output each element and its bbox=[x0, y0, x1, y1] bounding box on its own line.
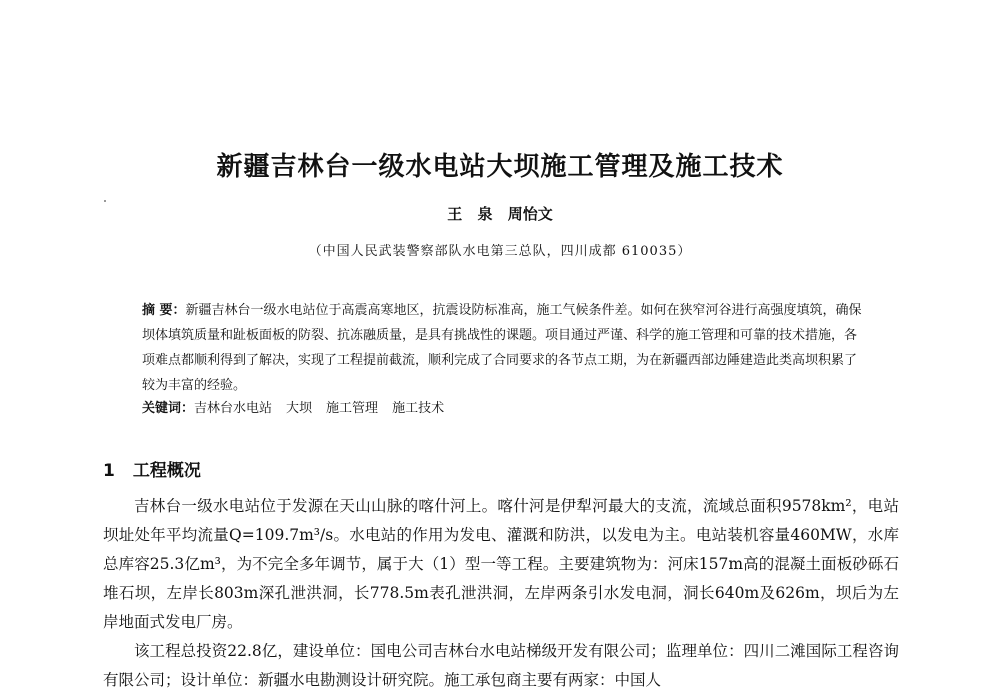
section-number: 1 bbox=[103, 461, 115, 481]
scan-speck bbox=[104, 200, 106, 202]
keyword: 大坝 bbox=[286, 401, 313, 416]
section-body bbox=[103, 492, 899, 695]
author-affiliation: （中国人民武装警察部队水电第三总队，四川成都 610035） bbox=[308, 244, 692, 259]
body-paragraph: 吉林台一级水电站位于发源在天山山脉的喀什河上。喀什河是伊犁河最大的支流，流域总面积9578km²，电站坝址处年平均流量Q=109.7m³/s。水电站的作用为发电、灌溉和防洪，以发电为主。电站装机容量460MW，水库总库容25.3亿m³，为不完全多年调节，属于大（1）型一等工程。主要建筑物为：河床157m高的混凝土面板砂砾石堆石坝，左岸长803m深孔泄洪洞，长778.5m表孔泄洪洞，左岸两条引水发电洞，洞长640m及626m，坝后为左岸地面式发电厂房。 bbox=[103, 497, 899, 631]
keywords bbox=[142, 396, 862, 421]
section-title: 工程概况 bbox=[132, 461, 201, 481]
keyword: 吉林台水电站 bbox=[194, 401, 273, 416]
abstract-label: 摘 要： bbox=[142, 303, 186, 318]
body-paragraph: 该工程总投资22.8亿，建设单位：国电公司吉林台水电站梯级开发有限公司；监理单位：四川二滩国际工程咨询有限公司；设计单位：新疆水电勘测设计研究院。施工承包商主要有两家：中国人 bbox=[103, 642, 899, 689]
keywords-label: 关键词： bbox=[142, 401, 195, 416]
paper-authors: 王 泉 周怡文 bbox=[447, 205, 553, 223]
keyword: 施工技术 bbox=[392, 401, 445, 416]
paper-title: 新疆吉林台一级水电站大坝施工管理及施工技术 bbox=[216, 152, 784, 182]
keyword: 施工管理 bbox=[326, 401, 379, 416]
abstract bbox=[142, 298, 862, 398]
section-heading bbox=[103, 456, 201, 481]
abstract-text: 新疆吉林台一级水电站位于高震高寒地区，抗震设防标准高，施工气候条件差。如何在狭窄河谷进行高强度填筑，确保坝体填筑质量和趾板面板的防裂、抗冻融质量，是具有挑战性的课题。项目通过严谨、科学的施工管理和可靠的技术措施，各项难点都顺利得到了解决，实现了工程提前截流，顺利完成了合同要求的各节点工期，为在新疆西部边陲建造此类高坝积累了较为丰富的经验。 bbox=[142, 303, 862, 393]
